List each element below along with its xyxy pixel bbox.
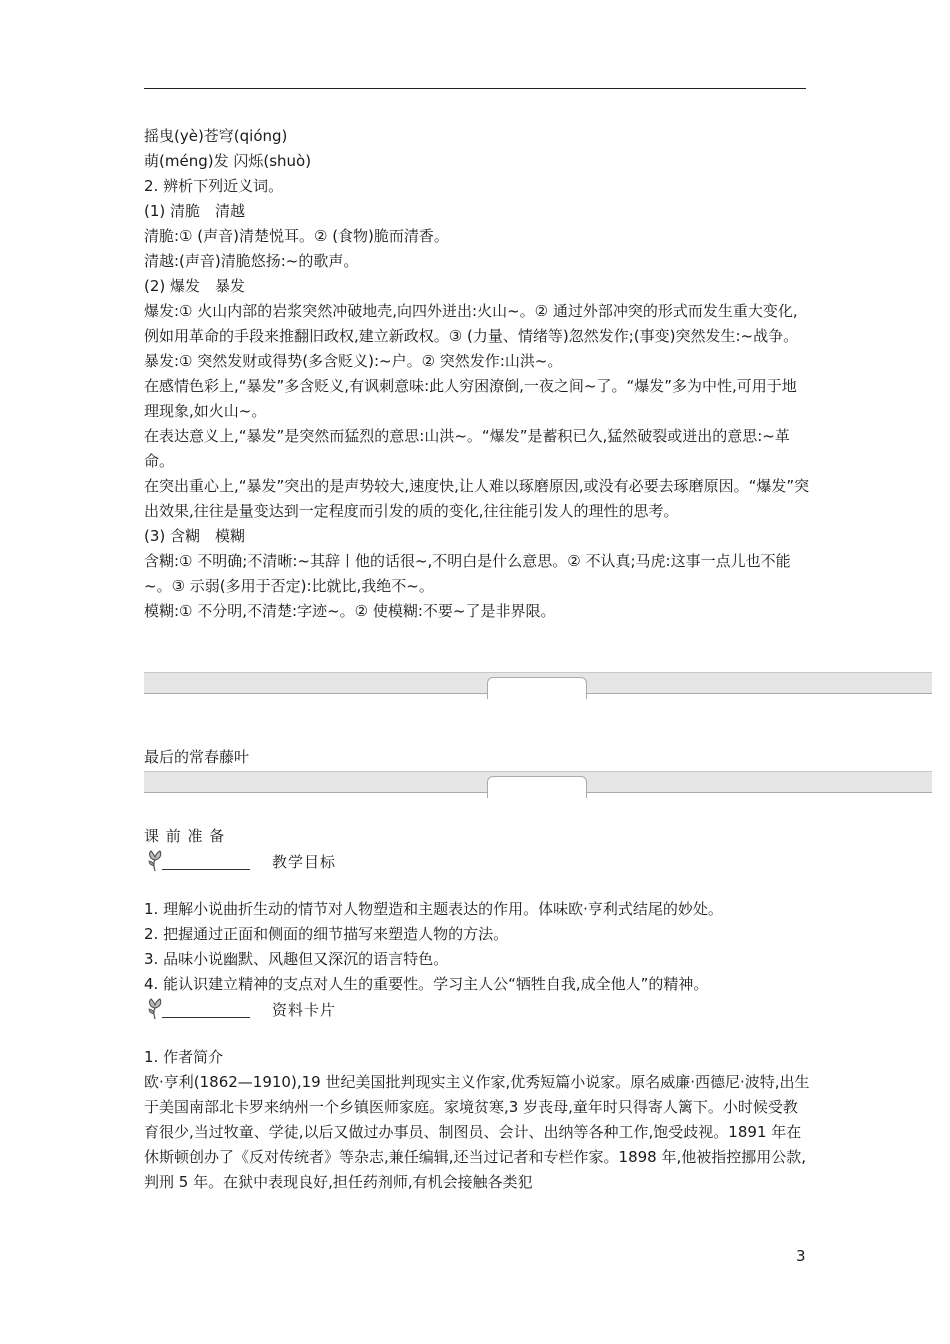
pair-2-def-a: 爆发:① 火山内部的岩浆突然冲破地壳,向四外迸出:火山~。② 通过外部冲突的形式而发生重大变化,例如用革命的手段来推翻旧政权,建立新政权。③ (力量、情绪等)忽然发作;(事变)突然发生:~战争。 [144, 302, 799, 345]
pair-2-def-b: 暴发:① 突然发财或得势(多含贬义):~户。② 突然发作:山洪~。 [144, 352, 563, 370]
header-rule [144, 88, 806, 89]
pair-2-note-emotion: 在感情色彩上,“暴发”多含贬义,有讽刺意味:此人穷困潦倒,一夜之间~了。“爆发”多为中性,可用于地理现象,如火山~。 [144, 377, 797, 420]
synonym-section [144, 124, 810, 624]
goals-heading-row [144, 849, 544, 873]
pair-1-def-b: 清越:(声音)清脆悠扬:~的歌声。 [144, 252, 359, 270]
section-divider-1 [144, 672, 932, 694]
author-title: 1. 作者简介 [144, 1048, 224, 1066]
divider-tab [487, 776, 587, 798]
pair-1-def-a: 清脆:① (声音)清楚悦耳。② (食物)脆而清香。 [144, 227, 449, 245]
goal-item: 1. 理解小说曲折生动的情节对人物塑造和主题表达的作用。体味欧·亨利式结尾的妙处。 [144, 900, 723, 918]
divider-tab [487, 677, 587, 699]
goal-item: 2. 把握通过正面和侧面的细节描写来塑造人物的方法。 [144, 925, 509, 943]
pair-3-def-a: 含糊:① 不明确;不清晰:~其辞丨他的话很~,不明白是什么意思。② 不认真;马虎:这事一点儿也不能~。③ 示弱(多用于否定):比就比,我绝不~。 [144, 552, 791, 595]
pair-2-note-focus: 在突出重心上,“暴发”突出的是声势较大,速度快,让人难以琢磨原因,或没有必要去琢磨原因。“爆发”突出效果,往往是量变达到一定程度而引发的质的变化,往往能引发人的理性的思考。 [144, 477, 810, 520]
author-text: 欧·亨利(1862—1910),19 世纪美国批判现实主义作家,优秀短篇小说家。原名威廉·西德尼·波特,出生于美国南部北卡罗来纳州一个乡镇医师家庭。家境贫寒,3 岁丧母,童年时只得寄人篱下。小时候受教育很少,当过牧童、学徒,以后又做过办事员、制图员、会计、出纳等各种工作,饱受歧视。1891 年在休斯顿创办了《反对传统者》等杂志,兼任编辑,还当过记者和专栏作家。1898 年,他被指控挪用公款,判刑 5 年。在狱中表现良好,担任药剂师,有机会接触各类犯 [144, 1073, 810, 1191]
pinyin-line-1: 摇曳(yè)苍穹(qióng) [144, 127, 288, 145]
goals-heading: 教学目标 [272, 853, 337, 871]
heading-underline [162, 869, 250, 870]
goal-item: 4. 能认识建立精神的支点对人生的重要性。学习主人公“牺牲自我,成全他人”的精神。 [144, 975, 709, 993]
page-number: 3 [796, 1247, 806, 1265]
pair-3-def-b: 模糊:① 不分明,不清楚:字迹~。② 使模糊:不要~了是非界限。 [144, 602, 556, 620]
goals-list [144, 897, 810, 997]
pair-1-title: (1) 清脆 清越 [144, 202, 246, 220]
pair-3-title: (3) 含糊 模糊 [144, 527, 246, 545]
section-divider-2 [144, 771, 932, 793]
card-heading-row [144, 997, 544, 1021]
prep-label: 课 前 准 备 [144, 827, 226, 845]
synonym-heading: 2. 辨析下列近义词。 [144, 177, 284, 195]
card-heading: 资料卡片 [272, 1001, 337, 1019]
pinyin-line-2: 萌(méng)发 闪烁(shuò) [144, 152, 312, 170]
pair-2-note-meaning: 在表达意义上,“暴发”是突然而猛烈的意思:山洪~。“爆发”是蓄积已久,猛然破裂或迸出的意思:~革命。 [144, 427, 790, 470]
heading-underline [162, 1017, 250, 1018]
author-section [144, 1045, 810, 1195]
goal-item: 3. 品味小说幽默、风趣但又深沉的语言特色。 [144, 950, 449, 968]
pair-2-title: (2) 爆发 暴发 [144, 277, 246, 295]
lesson-title: 最后的常春藤叶 [144, 748, 250, 766]
